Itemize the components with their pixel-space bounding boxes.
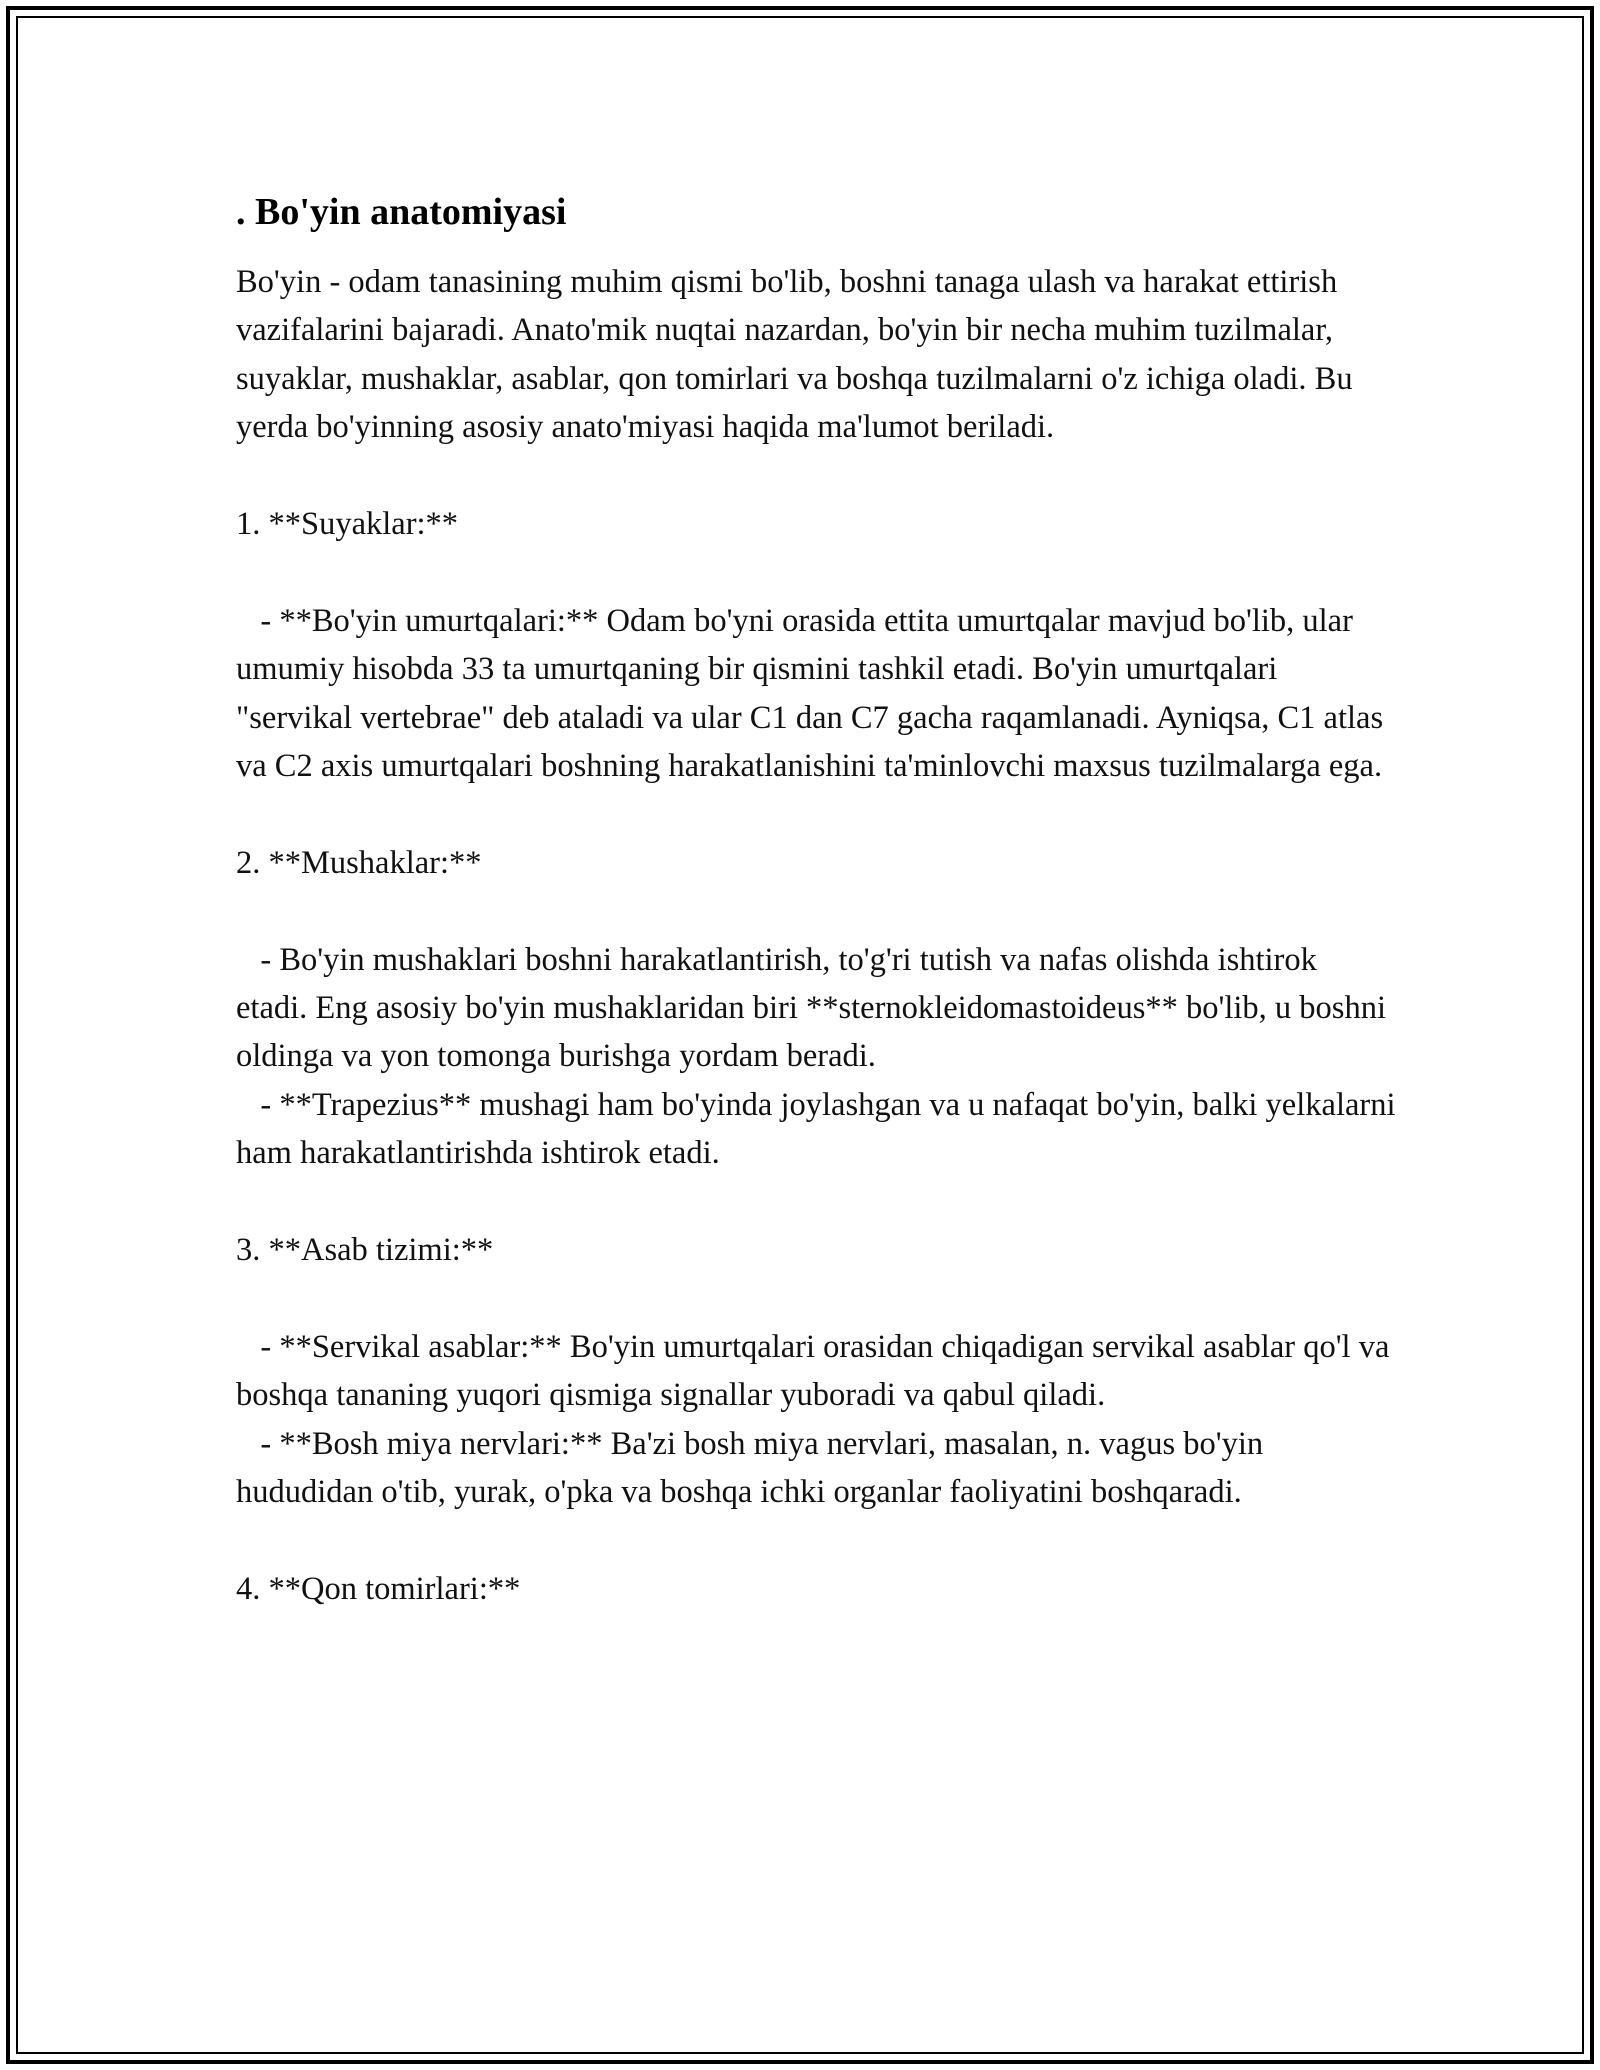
spacer <box>236 887 1396 935</box>
document-title: . Bo'yin anatomiyasi <box>236 191 567 233</box>
intro-paragraph: Bo'yin - odam tanasining muhim qismi bo'lib, boshni tanaga ulash va harakat ettirish vazifalarini bajaradi. Anato'mik nuqtai nazardan, bo'yin bir necha muhim tuzilmalar, suyaklar, mushaklar, asablar, qon tomirlari va boshqa tuzilmalarni o'z ichiga oladi. Bu yerda bo'yinning asosiy anato'miyasi haqida ma'lumot beriladi. <box>236 264 1361 446</box>
spacer <box>236 1178 1396 1226</box>
list-item: - **Trapezius** mushagi ham bo'yinda joylashgan va u nafaqat bo'yin, balki yelkalarni ham harakatlantirishda ishtirok etadi. <box>236 1086 1404 1172</box>
spacer <box>236 1516 1396 1564</box>
list-item: - **Servikal asablar:** Bo'yin umurtqalari orasidan chiqadigan servikal asablar qo'l va boshqa tananing yuqori qismiga signallar yuboradi va qabul qiladi. <box>236 1328 1398 1414</box>
spacer <box>236 548 1396 596</box>
spacer <box>236 790 1396 838</box>
list-item: - **Bo'yin umurtqalari:** Odam bo'yni orasida ettita umurtqalar mavjud bo'lib, ular umumiy hisobda 33 ta umurtqaning bir qismini tashkil etadi. Bo'yin umurtqalari "servikal vertebrae" deb ataladi va ular C1 dan C7 gacha raqamlanadi. Ayniqsa, C1 atlas va C2 axis umurtqalari boshning harakatlanishini ta'minlovchi maxsus tuzilmalarga ega. <box>236 602 1392 785</box>
document-body <box>236 186 1404 1613</box>
list-item: - Bo'yin mushaklari boshni harakatlantirish, to'g'ri tutish va nafas olishda ishtirok etadi. Eng asosiy bo'yin mushaklaridan biri **sternokleidomastoideus** bo'lib, u boshni oldinga va yon tomonga burishga yordam beradi. <box>236 941 1395 1075</box>
spacer <box>236 1274 1396 1322</box>
section-heading-suyaklar: 1. **Suyaklar:** <box>236 506 459 543</box>
section-heading-mushaklar: 2. **Mushaklar:** <box>236 844 482 881</box>
spacer <box>236 452 1396 500</box>
list-item: - **Bosh miya nervlari:** Ba'zi bosh miya nervlari, masalan, n. vagus bo'yin hududidan o'tib, yurak, o'pka va boshqa ichki organlar faoliyatini boshqaradi. <box>236 1425 1272 1511</box>
section-heading-qon-tomirlari: 4. **Qon tomirlari:** <box>236 1570 521 1607</box>
section-heading-asab-tizimi: 3. **Asab tizimi:** <box>236 1232 494 1269</box>
